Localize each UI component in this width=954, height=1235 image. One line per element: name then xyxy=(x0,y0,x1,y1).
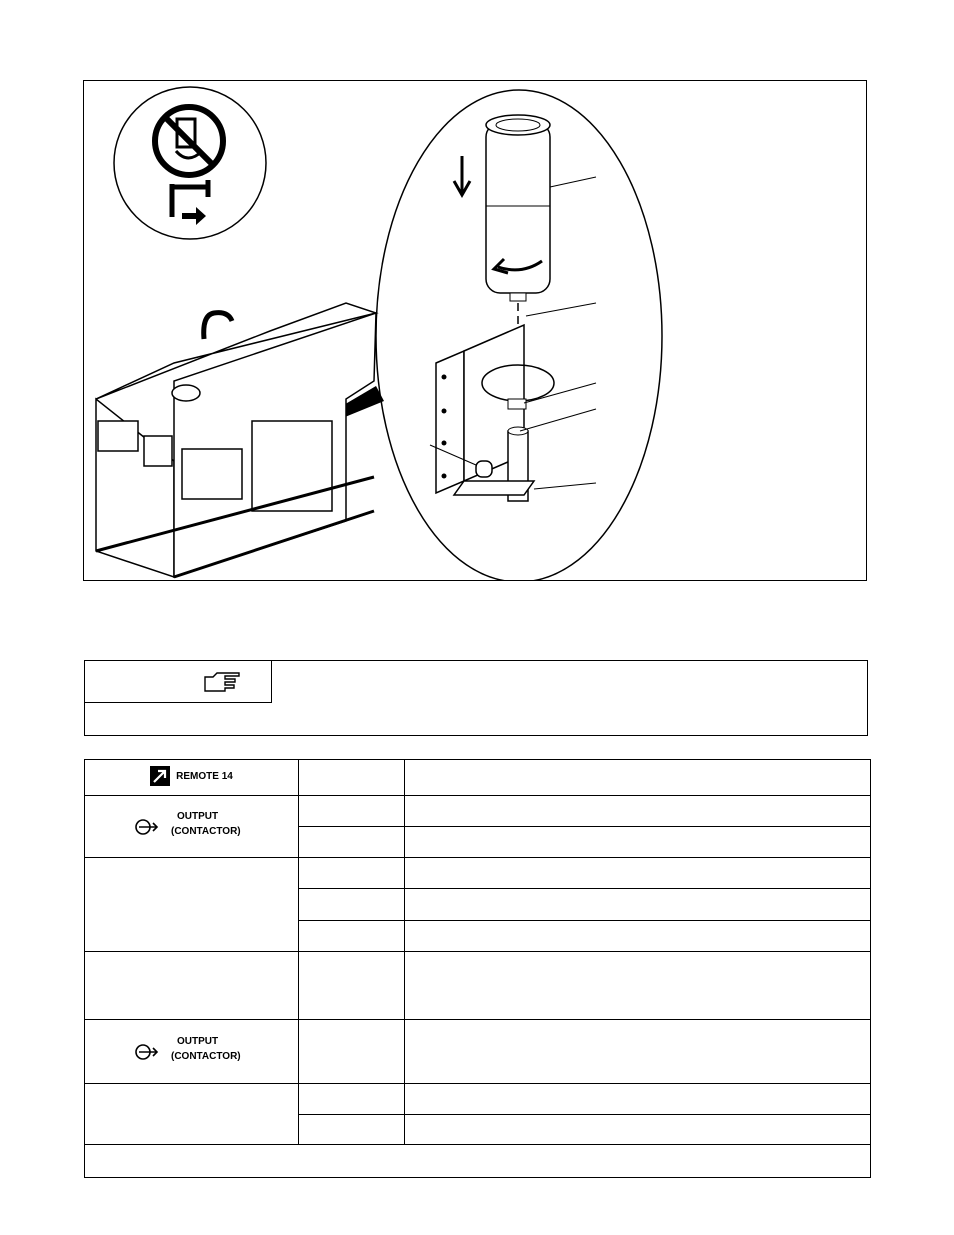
output-label-line2: (CONTACTOR) xyxy=(171,1050,241,1062)
table-cell xyxy=(405,796,871,827)
no-engine-running-icon xyxy=(155,107,223,175)
output-label-line2: (CONTACTOR) xyxy=(171,825,241,837)
table-row xyxy=(85,1084,871,1115)
pointing-hand-icon xyxy=(203,671,243,695)
table-cell xyxy=(299,921,405,952)
table-row xyxy=(85,760,871,796)
table-cell xyxy=(299,760,405,796)
table-row xyxy=(85,858,871,889)
table-cell xyxy=(405,952,871,1020)
table-row xyxy=(85,796,871,827)
table-cell xyxy=(299,952,405,1020)
table-cell xyxy=(299,1115,405,1145)
remote-control-table xyxy=(84,759,871,1178)
table-row xyxy=(85,952,871,1020)
output-label-line1: OUTPUT xyxy=(177,1035,219,1047)
welding-generator xyxy=(96,303,376,577)
table-cell xyxy=(405,760,871,796)
table-row xyxy=(85,1020,871,1084)
table-cell xyxy=(299,1084,405,1115)
note-box xyxy=(84,660,868,736)
table-cell xyxy=(299,858,405,889)
table-cell xyxy=(405,1084,871,1115)
table-cell xyxy=(405,827,871,858)
note-tag xyxy=(85,661,272,703)
table-cell xyxy=(405,921,871,952)
output-contactor-label xyxy=(85,1032,298,1072)
output-contactor-icon xyxy=(135,818,161,836)
table-cell xyxy=(85,858,299,952)
table-row xyxy=(85,1145,871,1178)
fuel-filter-illustration xyxy=(84,81,867,581)
table-cell xyxy=(85,760,299,796)
table-cell xyxy=(85,796,299,858)
table-cell xyxy=(85,952,299,1020)
table-cell xyxy=(299,827,405,858)
remote-label-text: REMOTE 14 xyxy=(176,770,233,782)
table-cell xyxy=(299,796,405,827)
illustration-frame xyxy=(83,80,867,581)
table-cell xyxy=(85,1084,299,1145)
table-cell xyxy=(405,858,871,889)
remote-label xyxy=(150,766,233,786)
output-contactor-label xyxy=(85,807,298,847)
table-cell xyxy=(85,1020,299,1084)
table-cell xyxy=(299,889,405,921)
safety-symbol-circle xyxy=(114,87,266,239)
table-cell xyxy=(405,1020,871,1084)
table-cell xyxy=(299,1020,405,1084)
output-label-line1: OUTPUT xyxy=(177,810,219,822)
filter-bracket xyxy=(436,325,554,501)
table-cell xyxy=(405,889,871,921)
engine-stop-icon xyxy=(172,180,208,225)
output-contactor-icon xyxy=(135,1043,161,1061)
table-footer-cell xyxy=(85,1145,871,1178)
remote-arrow-icon xyxy=(150,766,170,786)
table-cell xyxy=(405,1115,871,1145)
